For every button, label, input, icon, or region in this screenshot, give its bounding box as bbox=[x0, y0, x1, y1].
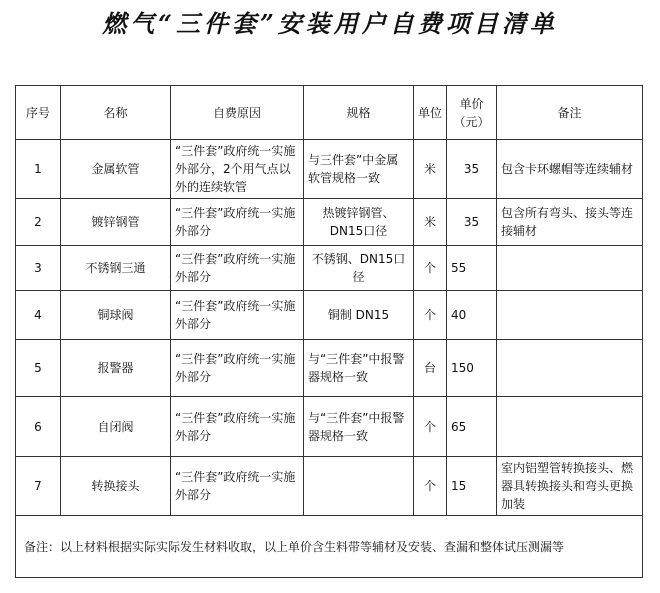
cell-spec bbox=[304, 457, 414, 516]
cell-reason: “三件套”政府统一实施外部分 bbox=[171, 291, 304, 340]
fee-table bbox=[15, 85, 643, 578]
cell-name: 铜球阀 bbox=[61, 291, 171, 340]
table-row bbox=[16, 246, 643, 291]
table-row bbox=[16, 397, 643, 457]
cell-remark: 包含所有弯头、接头等连接辅材 bbox=[497, 199, 643, 246]
cell-spec: 热镀锌钢管、DN15口径 bbox=[304, 199, 414, 246]
cell-price: 40 bbox=[447, 291, 497, 340]
cell-name: 转换接头 bbox=[61, 457, 171, 516]
cell-price: 150 bbox=[447, 340, 497, 397]
cell-no: 7 bbox=[16, 457, 61, 516]
cell-name: 不锈钢三通 bbox=[61, 246, 171, 291]
cell-remark bbox=[497, 340, 643, 397]
header-price: 单价（元） bbox=[447, 86, 497, 140]
cell-reason: “三件套”政府统一实施外部分 bbox=[171, 397, 304, 457]
cell-no: 3 bbox=[16, 246, 61, 291]
cell-no: 5 bbox=[16, 340, 61, 397]
cell-reason: “三件套”政府统一实施外部分 bbox=[171, 199, 304, 246]
cell-no: 6 bbox=[16, 397, 61, 457]
table-header-row bbox=[16, 86, 643, 140]
cell-name: 金属软管 bbox=[61, 140, 171, 199]
header-no: 序号 bbox=[16, 86, 61, 140]
cell-price: 35 bbox=[447, 140, 497, 199]
cell-unit: 台 bbox=[414, 340, 447, 397]
cell-spec: 与“三件套”中报警器规格一致 bbox=[304, 397, 414, 457]
cell-unit: 个 bbox=[414, 397, 447, 457]
cell-remark: 室内铝塑管转换接头、燃器具转换接头和弯头更换加装 bbox=[497, 457, 643, 516]
cell-name: 自闭阀 bbox=[61, 397, 171, 457]
cell-spec: 与“三件套”中报警器规格一致 bbox=[304, 340, 414, 397]
cell-name: 镀锌钢管 bbox=[61, 199, 171, 246]
cell-price: 35 bbox=[447, 199, 497, 246]
cell-spec: 铜制 DN15 bbox=[304, 291, 414, 340]
cell-unit: 个 bbox=[414, 246, 447, 291]
cell-reason: “三件套”政府统一实施外部分，2个用气点以外的连续软管 bbox=[171, 140, 304, 199]
cell-price: 15 bbox=[447, 457, 497, 516]
header-remark: 备注 bbox=[497, 86, 643, 140]
cell-unit: 米 bbox=[414, 140, 447, 199]
footnote-row bbox=[16, 516, 643, 578]
header-spec: 规格 bbox=[304, 86, 414, 140]
header-unit: 单位 bbox=[414, 86, 447, 140]
cell-no: 2 bbox=[16, 199, 61, 246]
page-title: 燃气“三件套”安装用户自费项目清单 bbox=[102, 9, 558, 38]
cell-unit: 米 bbox=[414, 199, 447, 246]
cell-price: 55 bbox=[447, 246, 497, 291]
cell-name: 报警器 bbox=[61, 340, 171, 397]
cell-reason: “三件套”政府统一实施外部分 bbox=[171, 457, 304, 516]
cell-no: 4 bbox=[16, 291, 61, 340]
header-name: 名称 bbox=[61, 86, 171, 140]
cell-reason: “三件套”政府统一实施外部分 bbox=[171, 246, 304, 291]
table-row bbox=[16, 291, 643, 340]
cell-remark: 包含卡环螺帽等连续辅材 bbox=[497, 140, 643, 199]
table-row bbox=[16, 340, 643, 397]
cell-remark bbox=[497, 291, 643, 340]
cell-remark bbox=[497, 246, 643, 291]
cell-remark bbox=[497, 397, 643, 457]
cell-spec: 不锈钢、DN15口径 bbox=[304, 246, 414, 291]
cell-spec: 与三件套”中金属软管规格一致 bbox=[304, 140, 414, 199]
header-reason: 自费原因 bbox=[171, 86, 304, 140]
table-row bbox=[16, 140, 643, 199]
cell-unit: 个 bbox=[414, 457, 447, 516]
table-row bbox=[16, 199, 643, 246]
cell-reason: “三件套”政府统一实施外部分 bbox=[171, 340, 304, 397]
cell-price: 65 bbox=[447, 397, 497, 457]
cell-unit: 个 bbox=[414, 291, 447, 340]
footnote-text: 备注：以上材料根据实际实际发生材料收取，以上单价含生料带等辅材及安装、查漏和整体试压测漏等 bbox=[16, 516, 643, 578]
table-row bbox=[16, 457, 643, 516]
cell-no: 1 bbox=[16, 140, 61, 199]
